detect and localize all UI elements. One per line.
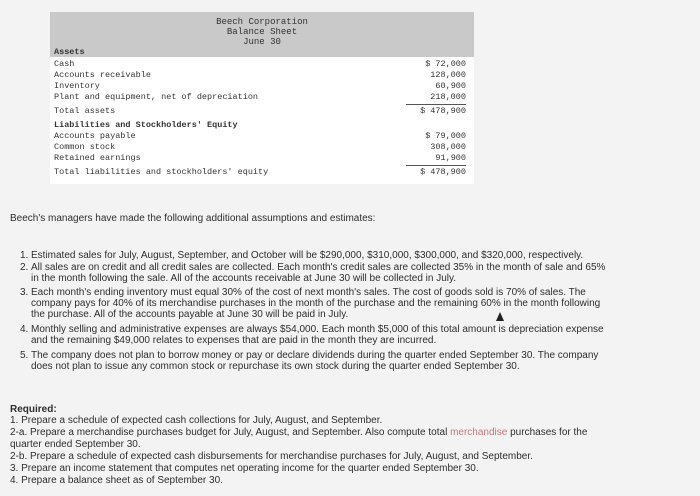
list-item-continued: does not plan to issue any common stock or repurchase its own stock during the quarter ended September 30. — [31, 361, 520, 372]
mouse-cursor-icon — [496, 312, 504, 321]
total-liabilities-amount: $ 478,900 — [420, 167, 466, 177]
sheet-title: Balance Sheet — [226, 27, 298, 37]
asset-label: Accounts receivable — [54, 70, 151, 80]
liability-label: Retained earnings — [54, 153, 141, 163]
list-item-continued: company pays for 40% of its merchandise purchases in the month of the purchase and the remaining 60% in the month following — [31, 298, 601, 309]
asset-amount: 128,000 — [430, 70, 466, 80]
list-number: 3. — [20, 287, 29, 298]
company-name: Beech Corporation — [216, 17, 308, 27]
list-number: 4. — [20, 324, 29, 335]
asset-amount: $ 72,000 — [425, 59, 466, 69]
list-number: 1. — [20, 250, 29, 261]
liability-amount: $ 79,000 — [425, 131, 466, 141]
list-item: All sales are on credit and all credit sales are collected. Each month's credit sales are collected 35% in the month of sale and 65% — [31, 262, 606, 273]
required-heading: Required: — [10, 404, 57, 415]
list-item-continued: and the remaining $49,000 relates to expenses that are paid in the month they are incurred. — [31, 335, 437, 346]
highlighted-word: merchandise — [450, 427, 508, 438]
asset-amount: 60,900 — [435, 81, 466, 91]
liabilities-heading: Liabilities and Stockholders' Equity — [54, 120, 238, 130]
list-item-continued: the purchase. All of the accounts payable at June 30 will be paid in July. — [31, 309, 349, 320]
list-item: The company does not plan to borrow money or pay or declare dividends during the quarter ended September 30. The company — [31, 350, 599, 361]
list-item: Estimated sales for July, August, September, and October will be $290,000, $310,000, $300,000, and $320,000, respectively. — [31, 250, 584, 261]
list-item-continued: in the month following the sale. All of the accounts receivable at June 30 will be collected in July. — [31, 273, 457, 284]
list-item: Monthly selling and administrative expenses are always $54,000. Each month $5,000 of this total amount is depreciation expense — [31, 324, 604, 335]
assets-heading: Assets — [54, 47, 85, 57]
total-assets-amount: $ 478,900 — [420, 106, 466, 116]
liability-amount: 91,900 — [435, 153, 466, 163]
sheet-date: June 30 — [243, 37, 281, 47]
required-item: 2-b. Prepare a schedule of expected cash disbursements for merchandise purchases for July, August, and September. — [10, 451, 533, 462]
liability-amount: 308,000 — [430, 142, 466, 152]
required-item-continued: quarter ended September 30. — [10, 439, 141, 450]
intro-text: Beech's managers have made the following additional assumptions and estimates: — [10, 213, 376, 224]
balance-sheet-header — [50, 12, 474, 57]
liability-label: Common stock — [54, 142, 116, 152]
asset-amount: 218,000 — [430, 92, 466, 102]
required-item: 2-a. Prepare a merchandise purchases budget for July, August, and September. Also compute total merchandise purchases for the — [10, 427, 588, 438]
total-assets-label: Total assets — [54, 106, 116, 116]
balance-sheet — [50, 12, 474, 184]
asset-label: Plant and equipment, net of depreciation — [54, 92, 259, 102]
asset-label: Cash — [54, 59, 75, 69]
asset-label: Inventory — [54, 81, 100, 91]
list-number: 5. — [20, 350, 29, 361]
list-item: Each month's ending inventory must equal 30% of the cost of next month's sales. The cost of goods sold is 70% of sales. The — [31, 287, 586, 298]
subtotal-rule — [406, 165, 466, 166]
required-item: 3. Prepare an income statement that computes net operating income for the quarter ended September 30. — [10, 463, 479, 474]
total-liabilities-label: Total liabilities and stockholders' equity — [54, 167, 269, 177]
liability-label: Accounts payable — [54, 131, 136, 141]
list-number: 2. — [20, 262, 29, 273]
required-item: 1. Prepare a schedule of expected cash collections for July, August, and September. — [10, 415, 383, 426]
required-item: 4. Prepare a balance sheet as of September 30. — [10, 475, 223, 486]
subtotal-rule — [406, 104, 466, 105]
